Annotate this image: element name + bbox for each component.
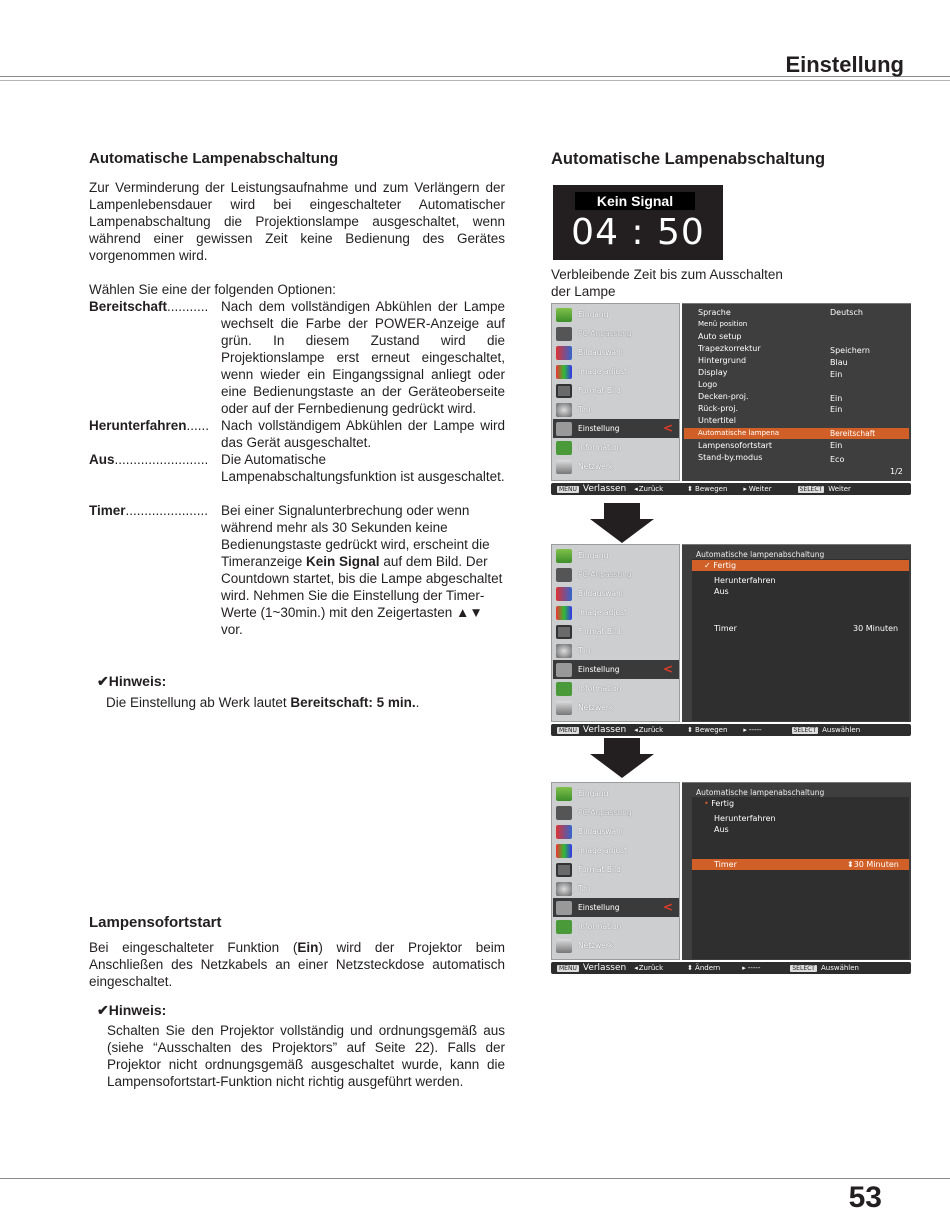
note-part: .	[415, 695, 420, 710]
menu-item-label: Information	[578, 922, 622, 931]
option-row-aus[interactable]: Aus	[714, 825, 729, 834]
timer-row-value: 30 Minuten	[853, 624, 899, 633]
menu-item-label: Information	[578, 443, 622, 452]
option-aus	[89, 451, 505, 485]
instant-on-part: Bei eingeschalteter Funktion (	[89, 940, 298, 955]
hint-back: Zurück	[638, 964, 664, 972]
menu-item-image-adjust[interactable]	[553, 603, 679, 622]
timer-value: 04 : 50	[571, 212, 705, 253]
option-dots: .........................	[114, 452, 209, 467]
hint-select: Auswählen	[822, 726, 861, 734]
header-rule-secondary	[0, 80, 950, 81]
option-dots: ......................	[125, 503, 209, 518]
option-description	[221, 502, 505, 638]
hint-next: -----	[747, 964, 761, 972]
select-key-icon: SELECT	[793, 726, 817, 734]
menu-sidebar	[551, 544, 680, 722]
timer-desc-bold: Kein Signal	[306, 554, 380, 569]
menu-item-label: Eingang	[578, 789, 609, 798]
menu-item-pc-anpassung[interactable]	[553, 324, 679, 343]
menu-item-information[interactable]	[553, 917, 679, 936]
menu-item-netzwerk[interactable]	[553, 457, 679, 476]
hint-back: Zurück	[638, 485, 664, 493]
timer-row-label[interactable]: Timer	[714, 624, 737, 633]
timer-value-text: 30 Minuten	[853, 860, 899, 869]
menu-item-eingang[interactable]	[553, 784, 679, 803]
auto-lamp-heading: Automatische Lampenabschaltung	[89, 150, 339, 167]
menu-item-format-bild[interactable]	[553, 860, 679, 879]
timer-desc-part: auf dem Bild. Der Countdown startet, bis die Lampe abgeschaltet wird. Nehmen Sie die Einstellung der Timer-Werte (1~30min.) mit den Zeigertasten ▲▼ vor.	[221, 554, 503, 637]
menu-item-label: Ton	[578, 405, 591, 414]
menu-item-label: Netzwerk	[578, 941, 614, 950]
note-text: Schalten Sie den Projektor vollständig und ordnungsgemäß aus (siehe “Ausschalten des Projektors” auf Seite 22). Falls der Projektor nicht ordnungsgemäß ausgeschaltet wurde, kann die Lampensofortstart-Funktion nicht richtig ausgeführt werden.	[107, 1023, 505, 1089]
input-icon	[556, 549, 572, 563]
note-factory	[89, 673, 505, 711]
menu-item-einstellung[interactable]	[553, 419, 679, 438]
left-column	[89, 150, 505, 711]
sound-icon	[556, 882, 572, 896]
image-select-icon	[556, 825, 572, 839]
auto-lamp-panel	[682, 782, 911, 960]
hint-next: -----	[748, 726, 762, 734]
menu-row-menu-position[interactable]: Menü position	[698, 320, 748, 328]
menu-item-label: Netzwerk	[578, 462, 614, 471]
information-icon	[556, 920, 572, 934]
menu-key-icon: MENU	[559, 964, 577, 972]
menu-item-ton[interactable]	[553, 400, 679, 419]
menu-sidebar	[551, 782, 680, 960]
auto-lamp-panel	[682, 544, 911, 722]
instant-on-part: ) wird der Projektor beim Anschließen des Netzkabels an einer Netzsteckdose automatisch eingeschaltet.	[89, 940, 505, 989]
menu-item-image-adjust[interactable]	[553, 841, 679, 860]
menu-item-eingang[interactable]	[553, 546, 679, 565]
hint-move: Bewegen	[695, 726, 728, 734]
arrow-left-icon: ◂	[634, 964, 638, 972]
setting-icon	[556, 663, 572, 677]
select-key-icon: SELECT	[792, 964, 815, 972]
menu-item-label: Eingang	[578, 551, 609, 560]
option-description: Nach vollständigem Abkühlen der Lampe wird das Gerät ausgeschaltet.	[221, 418, 505, 450]
osd-menu-timer	[551, 782, 911, 974]
menu-item-information[interactable]	[553, 679, 679, 698]
timer-desc-part: Bei einer Signalunterbrechung oder wenn während mehr als 30 Sekunden keine Bedienungstaste gedrückt wird, erscheint die Timeranzeige	[221, 503, 490, 569]
input-icon	[556, 787, 572, 801]
osd-menu-auto-lamp	[551, 544, 911, 736]
up-down-arrows-icon: ⬍	[687, 726, 694, 734]
menu-row-automatische-lampenabschaltung[interactable]: Automatische lampena	[684, 428, 909, 439]
right-heading: Automatische Lampenabschaltung	[551, 150, 826, 168]
option-term: Bereitschaft	[89, 299, 168, 314]
instant-on-text	[89, 939, 505, 990]
timer-row-value	[847, 859, 899, 870]
menu-value: Deutsch	[830, 308, 863, 317]
menu-item-ton[interactable]	[553, 879, 679, 898]
timer-label: Kein Signal	[596, 193, 674, 209]
pc-icon	[556, 327, 572, 341]
osd-hint-bar	[551, 724, 911, 736]
chevron-left-icon: <	[662, 900, 673, 914]
arrow-right-icon: ▸	[743, 485, 747, 493]
arrow-right-icon: ▸	[743, 726, 747, 734]
option-term: Aus	[89, 452, 115, 467]
network-icon	[556, 701, 572, 715]
section-title: Einstellung	[785, 52, 904, 77]
option-dots: ...........	[167, 299, 209, 314]
menu-row-stand-by-modus[interactable]: Stand-by.modus	[698, 453, 763, 462]
pc-icon	[556, 568, 572, 582]
note-label: ✔Hinweis:	[97, 673, 167, 689]
menu-value: Speichern	[830, 346, 870, 355]
option-row-herunterfahren[interactable]: Herunterfahren	[714, 814, 776, 823]
hint-change: Ändern	[695, 964, 721, 972]
marker-icon: •	[704, 799, 709, 808]
information-icon	[556, 682, 572, 696]
options-intro: Wählen Sie eine der folgenden Optionen:	[89, 282, 336, 297]
option-label: Fertig	[711, 799, 735, 808]
menu-item-netzwerk[interactable]	[553, 698, 679, 717]
up-down-arrows-icon: ⬍	[847, 860, 854, 869]
check-icon: ✓	[704, 561, 711, 570]
menu-item-bildauswahl[interactable]	[553, 343, 679, 362]
menu-sidebar	[551, 303, 680, 481]
menu-item-label: Format Bild	[578, 627, 621, 636]
note-part: Die Einstellung ab Werk lautet	[106, 695, 291, 710]
menu-item-label: Bildauswahl	[578, 827, 623, 836]
option-timer	[89, 502, 505, 638]
hint-select: Auswählen	[820, 964, 859, 972]
menu-row-hintergrund[interactable]: Hintergrund	[698, 356, 747, 365]
menu-item-label: Format Bild	[578, 865, 621, 874]
sound-icon	[556, 403, 572, 417]
menu-item-image-adjust[interactable]	[553, 362, 679, 381]
option-row-fertig[interactable]	[692, 560, 909, 571]
osd-menu-settings	[551, 303, 911, 495]
screen-format-icon	[556, 384, 572, 398]
menu-row-display[interactable]: Display	[698, 368, 728, 377]
menu-item-bildauswahl[interactable]	[553, 584, 679, 603]
page-indicator: 1/2	[890, 467, 903, 476]
menu-row-decken-proj[interactable]: Decken-proj.	[698, 392, 749, 401]
screen-format-icon	[556, 625, 572, 639]
option-dots: ......	[186, 418, 210, 433]
menu-value: Ein	[830, 405, 843, 414]
setting-icon	[556, 901, 572, 915]
network-icon	[556, 939, 572, 953]
menu-item-label: Netzwerk	[578, 703, 614, 712]
option-term: Timer	[89, 503, 126, 518]
menu-item-label: Image adjust	[578, 367, 627, 376]
menu-row-auto-setup[interactable]: Auto setup	[698, 332, 742, 341]
input-icon	[556, 308, 572, 322]
hint-exit: Verlassen	[582, 725, 627, 735]
menu-value: Ein	[830, 441, 843, 450]
option-herunterfahren	[89, 417, 505, 451]
image-select-icon	[556, 346, 572, 360]
instant-on-heading: Lampensofortstart	[89, 914, 222, 931]
menu-item-eingang[interactable]	[553, 305, 679, 324]
panel-title: Automatische lampenabschaltung	[696, 788, 825, 797]
menu-item-label: Bildauswahl	[578, 589, 623, 598]
screen-format-icon	[556, 863, 572, 877]
menu-item-label: Format Bild	[578, 386, 621, 395]
instant-on-bold: Ein	[297, 940, 319, 955]
menu-key-icon: MENU	[559, 726, 577, 734]
image-adjust-icon	[556, 844, 572, 858]
timer-display	[553, 185, 723, 260]
options-subpanel	[692, 797, 909, 959]
option-description: Die Automatische Lampenabschaltungsfunktion ist ausgeschaltet.	[221, 452, 505, 484]
menu-item-format-bild[interactable]	[553, 622, 679, 641]
menu-item-label: PC-Anpassung	[578, 570, 632, 579]
menu-item-label: PC-Anpassung	[578, 808, 632, 817]
option-description: Nach dem vollständigen Abkühlen der Lampe wechselt die Farbe der POWER-Anzeige auf grün. In diesem Zustand wird die Projektionslampe erst erneut eingeschaltet, wenn wieder ein Eingangssignal anliegt oder eine Bedienungstaste an der Geräteoberseite oder auf der Fernbedienung gedrückt wird.	[221, 299, 505, 416]
image-adjust-icon	[556, 606, 572, 620]
note-label: ✔Hinweis:	[97, 1002, 167, 1018]
sound-icon	[556, 644, 572, 658]
menu-item-label: Einstellung	[578, 665, 620, 674]
menu-value: Blau	[830, 358, 848, 367]
menu-value: Ein	[830, 370, 843, 379]
image-adjust-icon	[556, 365, 572, 379]
information-icon	[556, 441, 572, 455]
arrow-down-icon	[590, 738, 654, 778]
menu-key-icon: MENU	[559, 485, 577, 493]
menu-item-format-bild[interactable]	[553, 381, 679, 400]
arrow-left-icon: ◂	[634, 726, 638, 734]
osd-hint-bar	[551, 962, 911, 974]
arrow-down-icon	[590, 503, 654, 543]
arrow-left-icon: ◂	[634, 485, 638, 493]
up-down-arrows-icon: ⬍	[687, 964, 694, 972]
menu-item-label: Einstellung	[578, 903, 620, 912]
hint-next: Weiter	[748, 485, 772, 493]
hint-move: Bewegen	[695, 485, 728, 493]
menu-value: Ein	[830, 394, 843, 403]
menu-item-bildauswahl[interactable]	[553, 822, 679, 841]
menu-item-label: Ton	[578, 646, 591, 655]
option-row-aus[interactable]: Aus	[714, 587, 729, 596]
image-select-icon	[556, 587, 572, 601]
up-down-arrows-icon: ⬍	[687, 485, 694, 493]
auto-lamp-intro: Zur Verminderung der Leistungsaufnahme und zum Verlängern der Lampenlebensdauer wird bei eingeschalteter Automatischer Lampenabschaltung die Projektionslampe ausgeschaltet, wenn während einer gewissen Zeit keine Bedienung des Gerätes vorgenommen wird.	[89, 180, 505, 263]
menu-row-trapezkorrektur[interactable]: Trapezkorrektur	[698, 344, 761, 353]
menu-item-label: Image adjust	[578, 846, 627, 855]
option-term: Herunterfahren	[89, 418, 187, 433]
menu-item-pc-anpassung[interactable]	[553, 803, 679, 822]
option-label: Fertig	[713, 561, 737, 570]
menu-item-label: Information	[578, 684, 622, 693]
footer-rule	[0, 1178, 950, 1179]
note-instant-on	[89, 1002, 505, 1090]
menu-item-label: Einstellung	[578, 424, 620, 433]
menu-item-einstellung[interactable]	[553, 660, 679, 679]
option-row-fertig[interactable]	[704, 798, 734, 809]
panel-title: Automatische lampenabschaltung	[696, 550, 825, 559]
instant-on-section	[89, 914, 505, 1090]
menu-item-information[interactable]	[553, 438, 679, 457]
menu-value-highlighted: Bereitschaft	[830, 429, 876, 438]
hint-exit: Verlassen	[582, 484, 627, 494]
hint-select: Weiter	[828, 485, 851, 493]
option-row-herunterfahren[interactable]: Herunterfahren	[714, 576, 776, 585]
menu-item-netzwerk[interactable]	[553, 936, 679, 955]
menu-value: Eco	[830, 455, 845, 464]
menu-item-label: Ton	[578, 884, 591, 893]
menu-item-label: PC-Anpassung	[578, 329, 632, 338]
timer-row-label[interactable]: Timer	[692, 859, 909, 870]
chevron-left-icon: <	[662, 662, 673, 676]
note-text	[97, 694, 505, 711]
setting-icon	[556, 422, 572, 436]
network-icon	[556, 460, 572, 474]
osd-hint-bar	[551, 483, 911, 495]
hint-exit: Verlassen	[582, 963, 627, 973]
timer-caption: Verbleibende Zeit bis zum Ausschalten der Lampe	[551, 267, 783, 299]
menu-item-pc-anpassung[interactable]	[553, 565, 679, 584]
menu-item-ton[interactable]	[553, 641, 679, 660]
page-number: 53	[848, 1181, 882, 1214]
note-bold: Bereitschaft: 5 min.	[290, 695, 416, 710]
settings-panel	[682, 303, 911, 481]
option-bereitschaft	[89, 298, 505, 417]
chevron-left-icon: <	[662, 421, 673, 435]
hint-back: Zurück	[638, 726, 664, 734]
menu-row-lampensofortstart[interactable]: Lampensofortstart	[698, 441, 773, 450]
pc-icon	[556, 806, 572, 820]
arrow-right-icon: ▸	[742, 964, 746, 972]
select-key-icon: SELECT	[799, 485, 823, 493]
menu-row-sprache[interactable]: Sprache	[698, 308, 731, 317]
menu-row-rueck-proj[interactable]: Rück-proj.	[698, 404, 739, 413]
menu-item-einstellung[interactable]	[553, 898, 679, 917]
right-column	[551, 150, 911, 299]
menu-row-logo[interactable]: Logo	[698, 380, 718, 389]
menu-item-label: Eingang	[578, 310, 609, 319]
menu-item-label: Bildauswahl	[578, 348, 623, 357]
menu-row-untertitel[interactable]: Untertitel	[698, 416, 736, 425]
options-subpanel	[692, 559, 909, 721]
menu-item-label: Image adjust	[578, 608, 627, 617]
